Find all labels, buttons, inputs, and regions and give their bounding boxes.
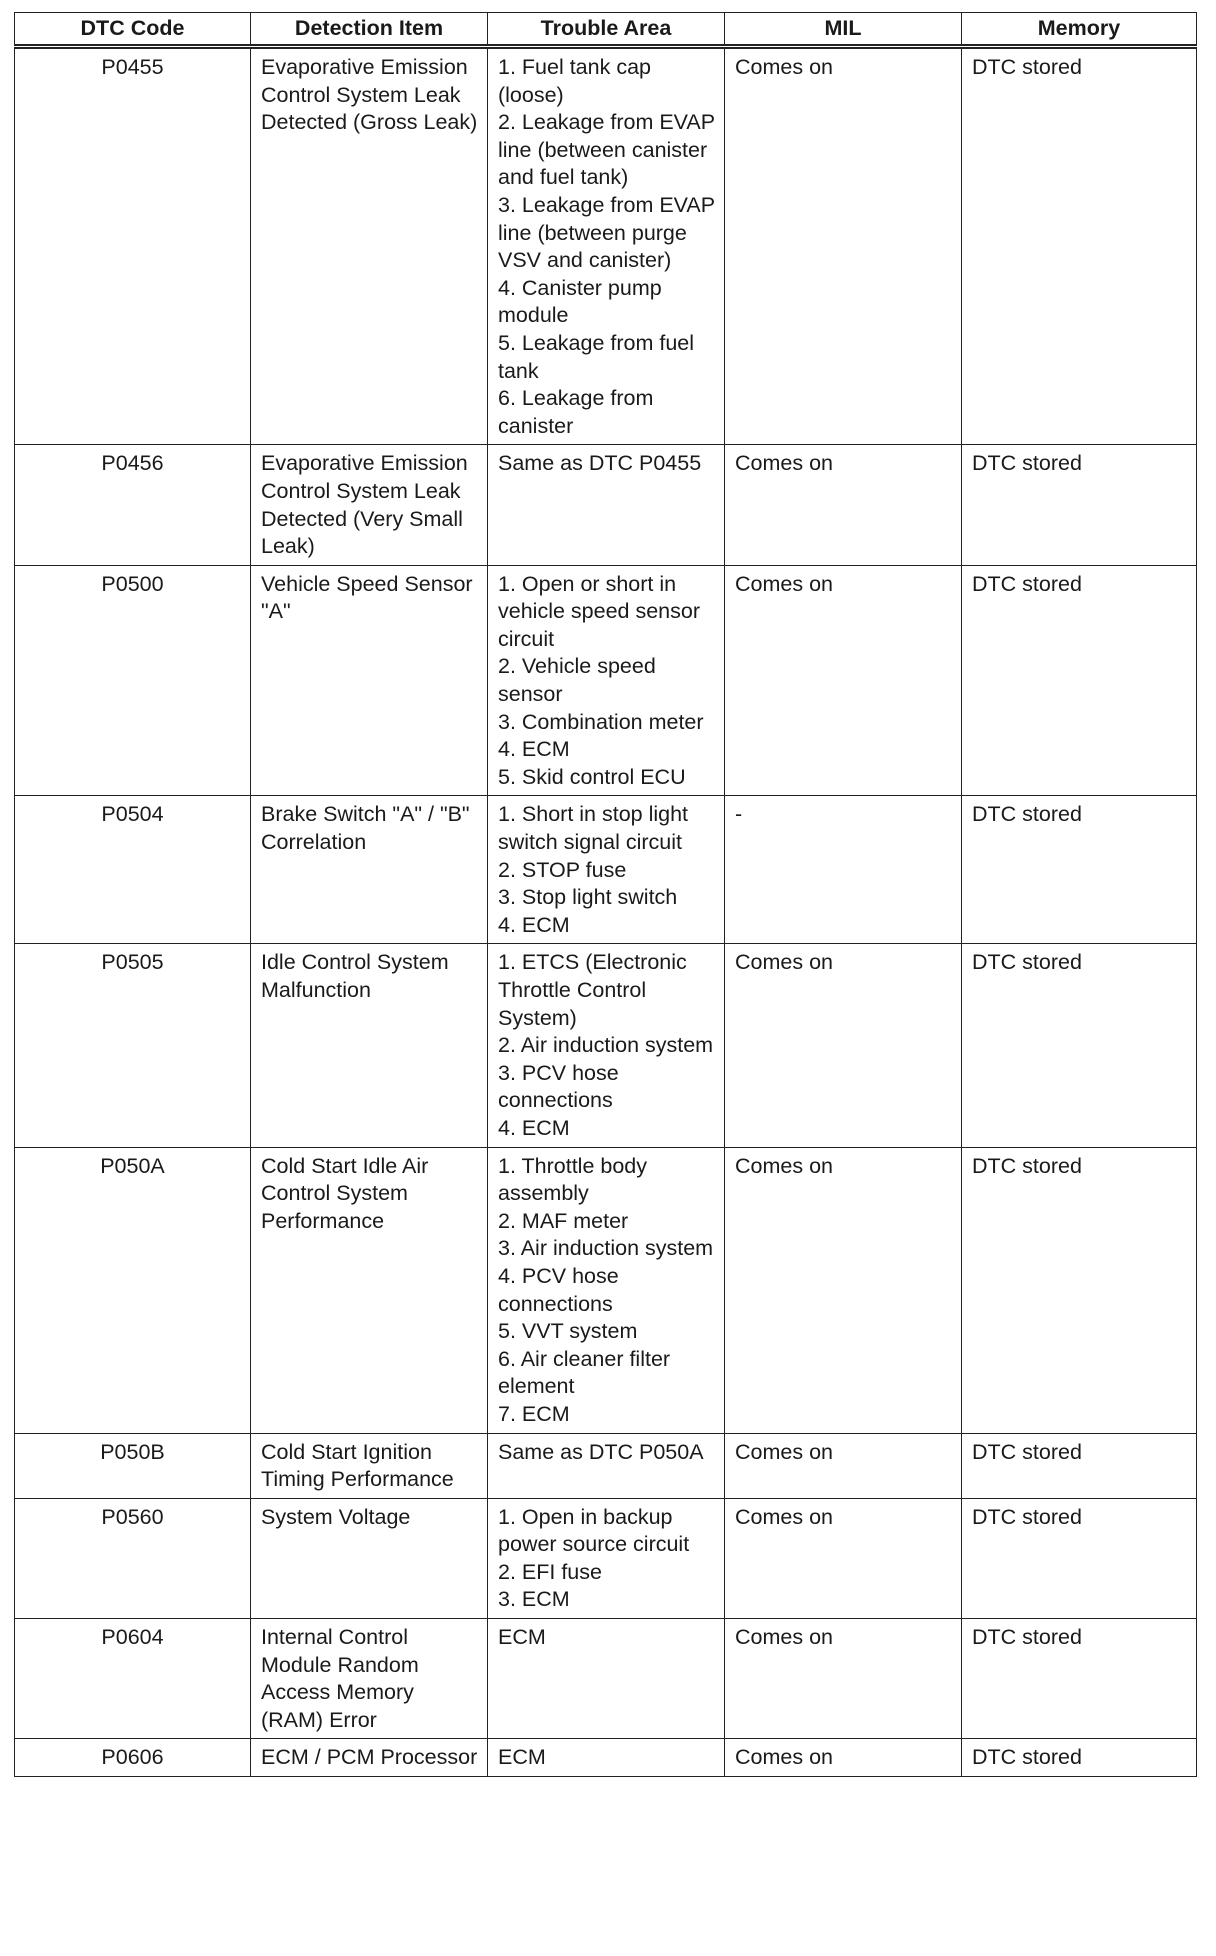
header-memory: Memory [962, 13, 1197, 47]
trouble-area-line: 7. ECM [498, 1401, 570, 1426]
mil-cell: Comes on [725, 1739, 962, 1777]
trouble-area-line: 4. ECM [498, 737, 570, 762]
trouble-area-line: Same as DTC P0455 [498, 451, 702, 476]
detection-item-cell: Cold Start Idle Air Control System Performance [251, 1147, 488, 1433]
trouble-area-cell [488, 1433, 725, 1498]
dtc-code-cell: P050B [15, 1433, 251, 1498]
dtc-code-cell: P050A [15, 1147, 251, 1433]
trouble-area-cell [488, 796, 725, 944]
trouble-area-line: 1. Open in backup power source circuit [498, 1504, 690, 1557]
memory-cell: DTC stored [962, 796, 1197, 944]
detection-item-cell: Brake Switch "A" / "B" Correlation [251, 796, 488, 944]
dtc-code-cell: P0456 [15, 445, 251, 565]
memory-cell: DTC stored [962, 1147, 1197, 1433]
table-row [15, 445, 1197, 565]
trouble-area-line: 1. Fuel tank cap (loose) [498, 55, 651, 107]
table-row [15, 47, 1197, 445]
table-row [15, 1739, 1197, 1777]
mil-cell: Comes on [725, 445, 962, 565]
dtc-code-cell: P0455 [15, 47, 251, 445]
table-row [15, 565, 1197, 796]
trouble-area-line: 2. STOP fuse [498, 857, 627, 882]
header-mil: MIL [725, 13, 962, 47]
trouble-area-cell [488, 1619, 725, 1739]
mil-cell: - [725, 796, 962, 944]
trouble-area-line: 5. Leakage from fuel tank [498, 330, 695, 383]
trouble-area-line: 1. Throttle body assembly [498, 1153, 647, 1206]
memory-cell: DTC stored [962, 1498, 1197, 1618]
memory-cell: DTC stored [962, 445, 1197, 565]
trouble-area-line: 4. PCV hose connections [498, 1263, 619, 1316]
trouble-area-line: 6. Leakage from canister [498, 386, 654, 438]
trouble-area-cell [488, 944, 725, 1147]
header-dtc-code: DTC Code [15, 13, 251, 47]
memory-cell: DTC stored [962, 565, 1197, 796]
trouble-area-line: ECM [498, 1745, 546, 1770]
table-body [15, 47, 1197, 1777]
trouble-area-cell [488, 47, 725, 445]
dtc-table-container [14, 12, 1197, 1777]
trouble-area-cell [488, 445, 725, 565]
table-row [15, 1498, 1197, 1618]
trouble-area-line: 2. Vehicle speed sensor [498, 654, 656, 707]
dtc-code-cell: P0504 [15, 796, 251, 944]
detection-item-cell: Evaporative Emission Control System Leak Detected (Gross Leak) [251, 47, 488, 445]
header-trouble-area: Trouble Area [488, 13, 725, 47]
memory-cell: DTC stored [962, 1739, 1197, 1777]
dtc-code-cell: P0604 [15, 1619, 251, 1739]
trouble-area-cell [488, 1739, 725, 1777]
memory-cell: DTC stored [962, 1619, 1197, 1739]
table-row [15, 1619, 1197, 1739]
trouble-area-line: 4. ECM [498, 912, 570, 937]
mil-cell: Comes on [725, 1147, 962, 1433]
dtc-code-cell: P0500 [15, 565, 251, 796]
detection-item-cell: Idle Control System Malfunction [251, 944, 488, 1147]
trouble-area-line: 3. Combination meter [498, 709, 704, 734]
trouble-area-line: 3. Stop light switch [498, 885, 678, 910]
mil-cell: Comes on [725, 1433, 962, 1498]
trouble-area-line: 3. PCV hose connections [498, 1060, 619, 1113]
trouble-area-line: 4. Canister pump module [498, 275, 662, 328]
trouble-area-line: 3. Air induction system [498, 1236, 714, 1261]
memory-cell: DTC stored [962, 1433, 1197, 1498]
mil-cell: Comes on [725, 565, 962, 796]
trouble-area-line: Same as DTC P050A [498, 1439, 704, 1464]
trouble-area-line: 5. VVT system [498, 1319, 638, 1344]
table-row [15, 1433, 1197, 1498]
trouble-area-cell [488, 565, 725, 796]
trouble-area-cell [488, 1498, 725, 1618]
detection-item-cell: Evaporative Emission Control System Leak Detected (Very Small Leak) [251, 445, 488, 565]
trouble-area-line: 1. Open or short in vehicle speed sensor circuit [498, 571, 700, 651]
trouble-area-line: 2. Air induction system [498, 1033, 714, 1058]
mil-cell: Comes on [725, 47, 962, 445]
detection-item-cell: System Voltage [251, 1498, 488, 1618]
trouble-area-line: 2. EFI fuse [498, 1559, 602, 1584]
mil-cell: Comes on [725, 1619, 962, 1739]
trouble-area-line: 3. Leakage from EVAP line (between purge VSV and canister) [498, 192, 715, 273]
header-detection-item: Detection Item [251, 13, 488, 47]
trouble-area-line: 6. Air cleaner filter element [498, 1346, 671, 1399]
dtc-code-cell: P0505 [15, 944, 251, 1147]
mil-cell: Comes on [725, 944, 962, 1147]
table-row [15, 1147, 1197, 1433]
detection-item-cell: Vehicle Speed Sensor "A" [251, 565, 488, 796]
trouble-area-cell [488, 1147, 725, 1433]
trouble-area-line: 1. Short in stop light switch signal circuit [498, 802, 689, 855]
memory-cell: DTC stored [962, 47, 1197, 445]
trouble-area-line: 2. MAF meter [498, 1208, 629, 1233]
table-row [15, 796, 1197, 944]
detection-item-cell: Cold Start Ignition Timing Performance [251, 1433, 488, 1498]
trouble-area-line: 1. ETCS (Electronic Throttle Control System) [498, 950, 687, 1030]
trouble-area-line: 2. Leakage from EVAP line (between canister and fuel tank) [498, 110, 715, 190]
dtc-table [14, 12, 1197, 1777]
dtc-code-cell: P0560 [15, 1498, 251, 1618]
dtc-code-cell: P0606 [15, 1739, 251, 1777]
trouble-area-line: 5. Skid control ECU [498, 764, 686, 789]
trouble-area-line: 3. ECM [498, 1587, 570, 1612]
detection-item-cell: Internal Control Module Random Access Memory (RAM) Error [251, 1619, 488, 1739]
trouble-area-line: ECM [498, 1625, 546, 1650]
table-header-row [15, 13, 1197, 47]
memory-cell: DTC stored [962, 944, 1197, 1147]
detection-item-cell: ECM / PCM Processor [251, 1739, 488, 1777]
table-row [15, 944, 1197, 1147]
trouble-area-line: 4. ECM [498, 1115, 570, 1140]
mil-cell: Comes on [725, 1498, 962, 1618]
